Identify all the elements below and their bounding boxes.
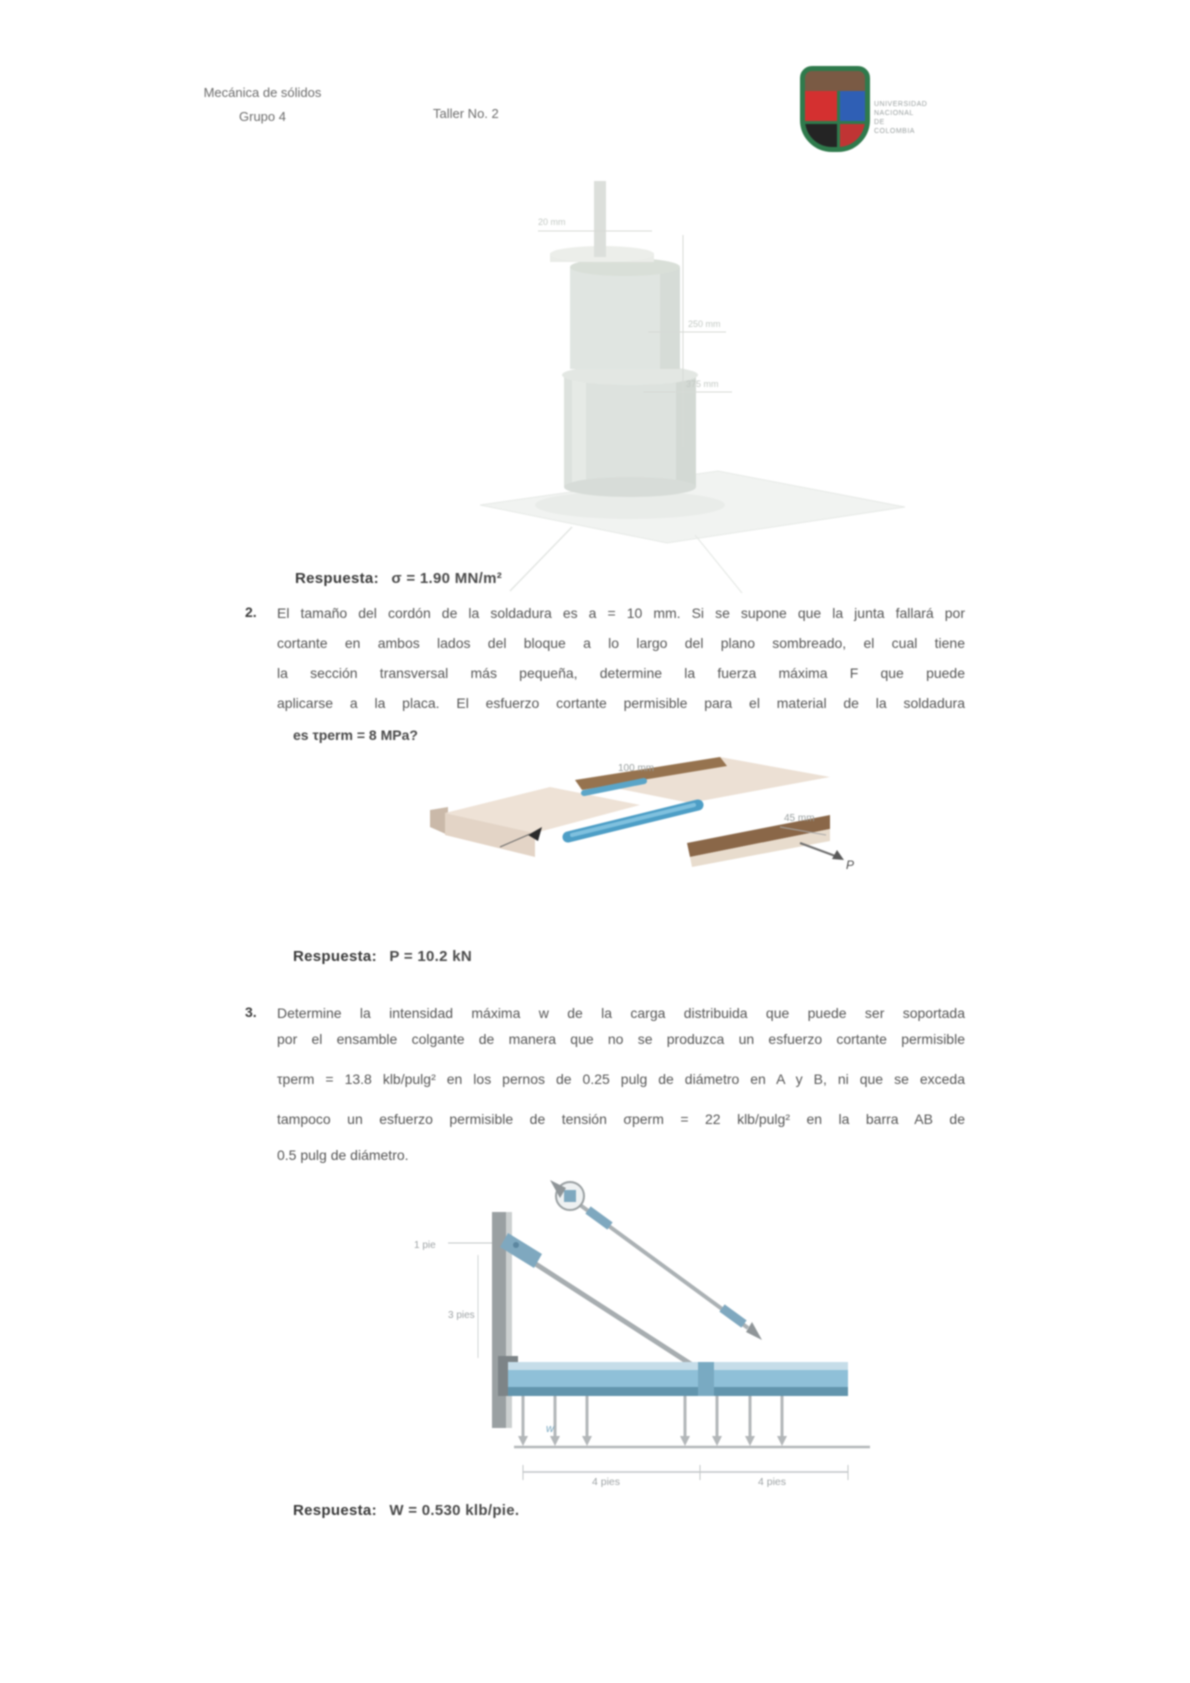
span-label: 4 pies [758, 1476, 787, 1488]
axis-line [695, 535, 742, 593]
load-arrows [523, 1396, 782, 1436]
problem-3-line: 0.5 pulg de diámetro. [277, 1147, 409, 1163]
answer-2 [293, 948, 472, 965]
answer-1 [295, 570, 502, 587]
problem-3-line: por el ensamble colgante de manera que no se produzca un esfuerzo cortante permisible [277, 1031, 965, 1047]
dim-label: 20 mm [538, 217, 566, 227]
rod-fitting-lower [722, 1308, 744, 1324]
beam [508, 1370, 848, 1387]
header-course-block [180, 84, 345, 125]
rod-ab [514, 1250, 700, 1370]
problem-2-line: El tamaño del cordón de la soldadura es a = 10 mm. Si se supone que la junta fallará por [277, 605, 965, 621]
force-label: P [846, 858, 855, 872]
problem-3-number: 3. [245, 1004, 257, 1020]
beam-joint-b [698, 1362, 714, 1396]
dim-label: 250 mm [688, 319, 721, 329]
bolt-a [513, 1242, 519, 1248]
crest-quadrant-blue [840, 91, 870, 121]
course-group: Grupo 4 [239, 109, 286, 124]
dim-label: 1 pie [414, 1240, 436, 1251]
problem-3-line: tampoco un esfuerzo permisible de tensión σperm = 22 klb/pulg² en la barra AB de [277, 1111, 965, 1127]
university-name-line: NACIONAL DE [874, 110, 914, 126]
university-name-line: COLOMBIA [874, 128, 915, 135]
crest-top-band [805, 71, 865, 91]
detail-bolt [564, 1190, 576, 1202]
problem-3-line: Determine la intensidad máxima w de la carga distribuida que puede ser soportada [277, 1005, 965, 1021]
dim-label: 100 mm [618, 763, 655, 774]
tension-arrowhead [746, 1322, 762, 1340]
problem-2-line: aplicarse a la placa. El esfuerzo cortante permisible para el material de la soldadura [277, 695, 965, 711]
rod-fitting-upper [588, 1210, 610, 1226]
page-title: Taller No. 2 [433, 106, 499, 121]
figure-hanger [400, 1130, 900, 1490]
crest-quadrant-red2 [840, 124, 870, 152]
dim-label: 3 pies [448, 1310, 475, 1321]
beam-bottom [508, 1387, 848, 1396]
lower-cylinder-highlight [572, 375, 586, 487]
rod [594, 181, 606, 257]
beam-top [508, 1362, 848, 1370]
problem-2-number: 2. [245, 604, 257, 620]
crest-quadrant-black [805, 124, 837, 152]
figure-pedestal [480, 175, 910, 600]
figure-weld-joint [400, 735, 880, 885]
axis-line [510, 527, 572, 591]
crest-quadrant-red [805, 91, 837, 121]
answer-label: Respuesta: [293, 948, 377, 965]
problem-3-line: τperm = 13.8 klb/pulg² en los pernos de 0.25 pulg de diámetro en A y B, ni que se exceda [277, 1071, 965, 1087]
problem-2-line: cortante en ambos lados del bloque a lo largo del plano sombreado, el cual tiene [277, 635, 965, 651]
answer-label: Respuesta: [295, 570, 379, 587]
lower-cylinder-bottom [564, 477, 696, 497]
upper-cylinder-shade [660, 267, 680, 369]
load-label: w [546, 1423, 554, 1435]
span-label: 4 pies [592, 1476, 621, 1488]
answer-value: P = 10.2 kN [389, 948, 472, 965]
problem-2-line: la sección transversal más pequeña, determine la fuerza máxima F que puede [277, 665, 965, 681]
load-arrowheads [518, 1436, 787, 1446]
dim-label: 375 mm [686, 379, 719, 389]
dim-label: 45 mm [784, 813, 815, 824]
answer-value: W = 0.530 klb/pie. [389, 1502, 520, 1519]
university-logo [800, 66, 870, 152]
answer-3 [293, 1502, 519, 1519]
answer-label: Respuesta: [293, 1502, 377, 1519]
course-name: Mecánica de sólidos [203, 85, 322, 100]
university-name-line: UNIVERSIDAD [874, 101, 928, 108]
answer-value: σ = 1.90 MN/m² [391, 570, 503, 587]
force-arrow-shaft [800, 843, 838, 857]
problem-2-formula: es τperm = 8 MPa? [293, 727, 418, 743]
university-name [874, 100, 926, 136]
